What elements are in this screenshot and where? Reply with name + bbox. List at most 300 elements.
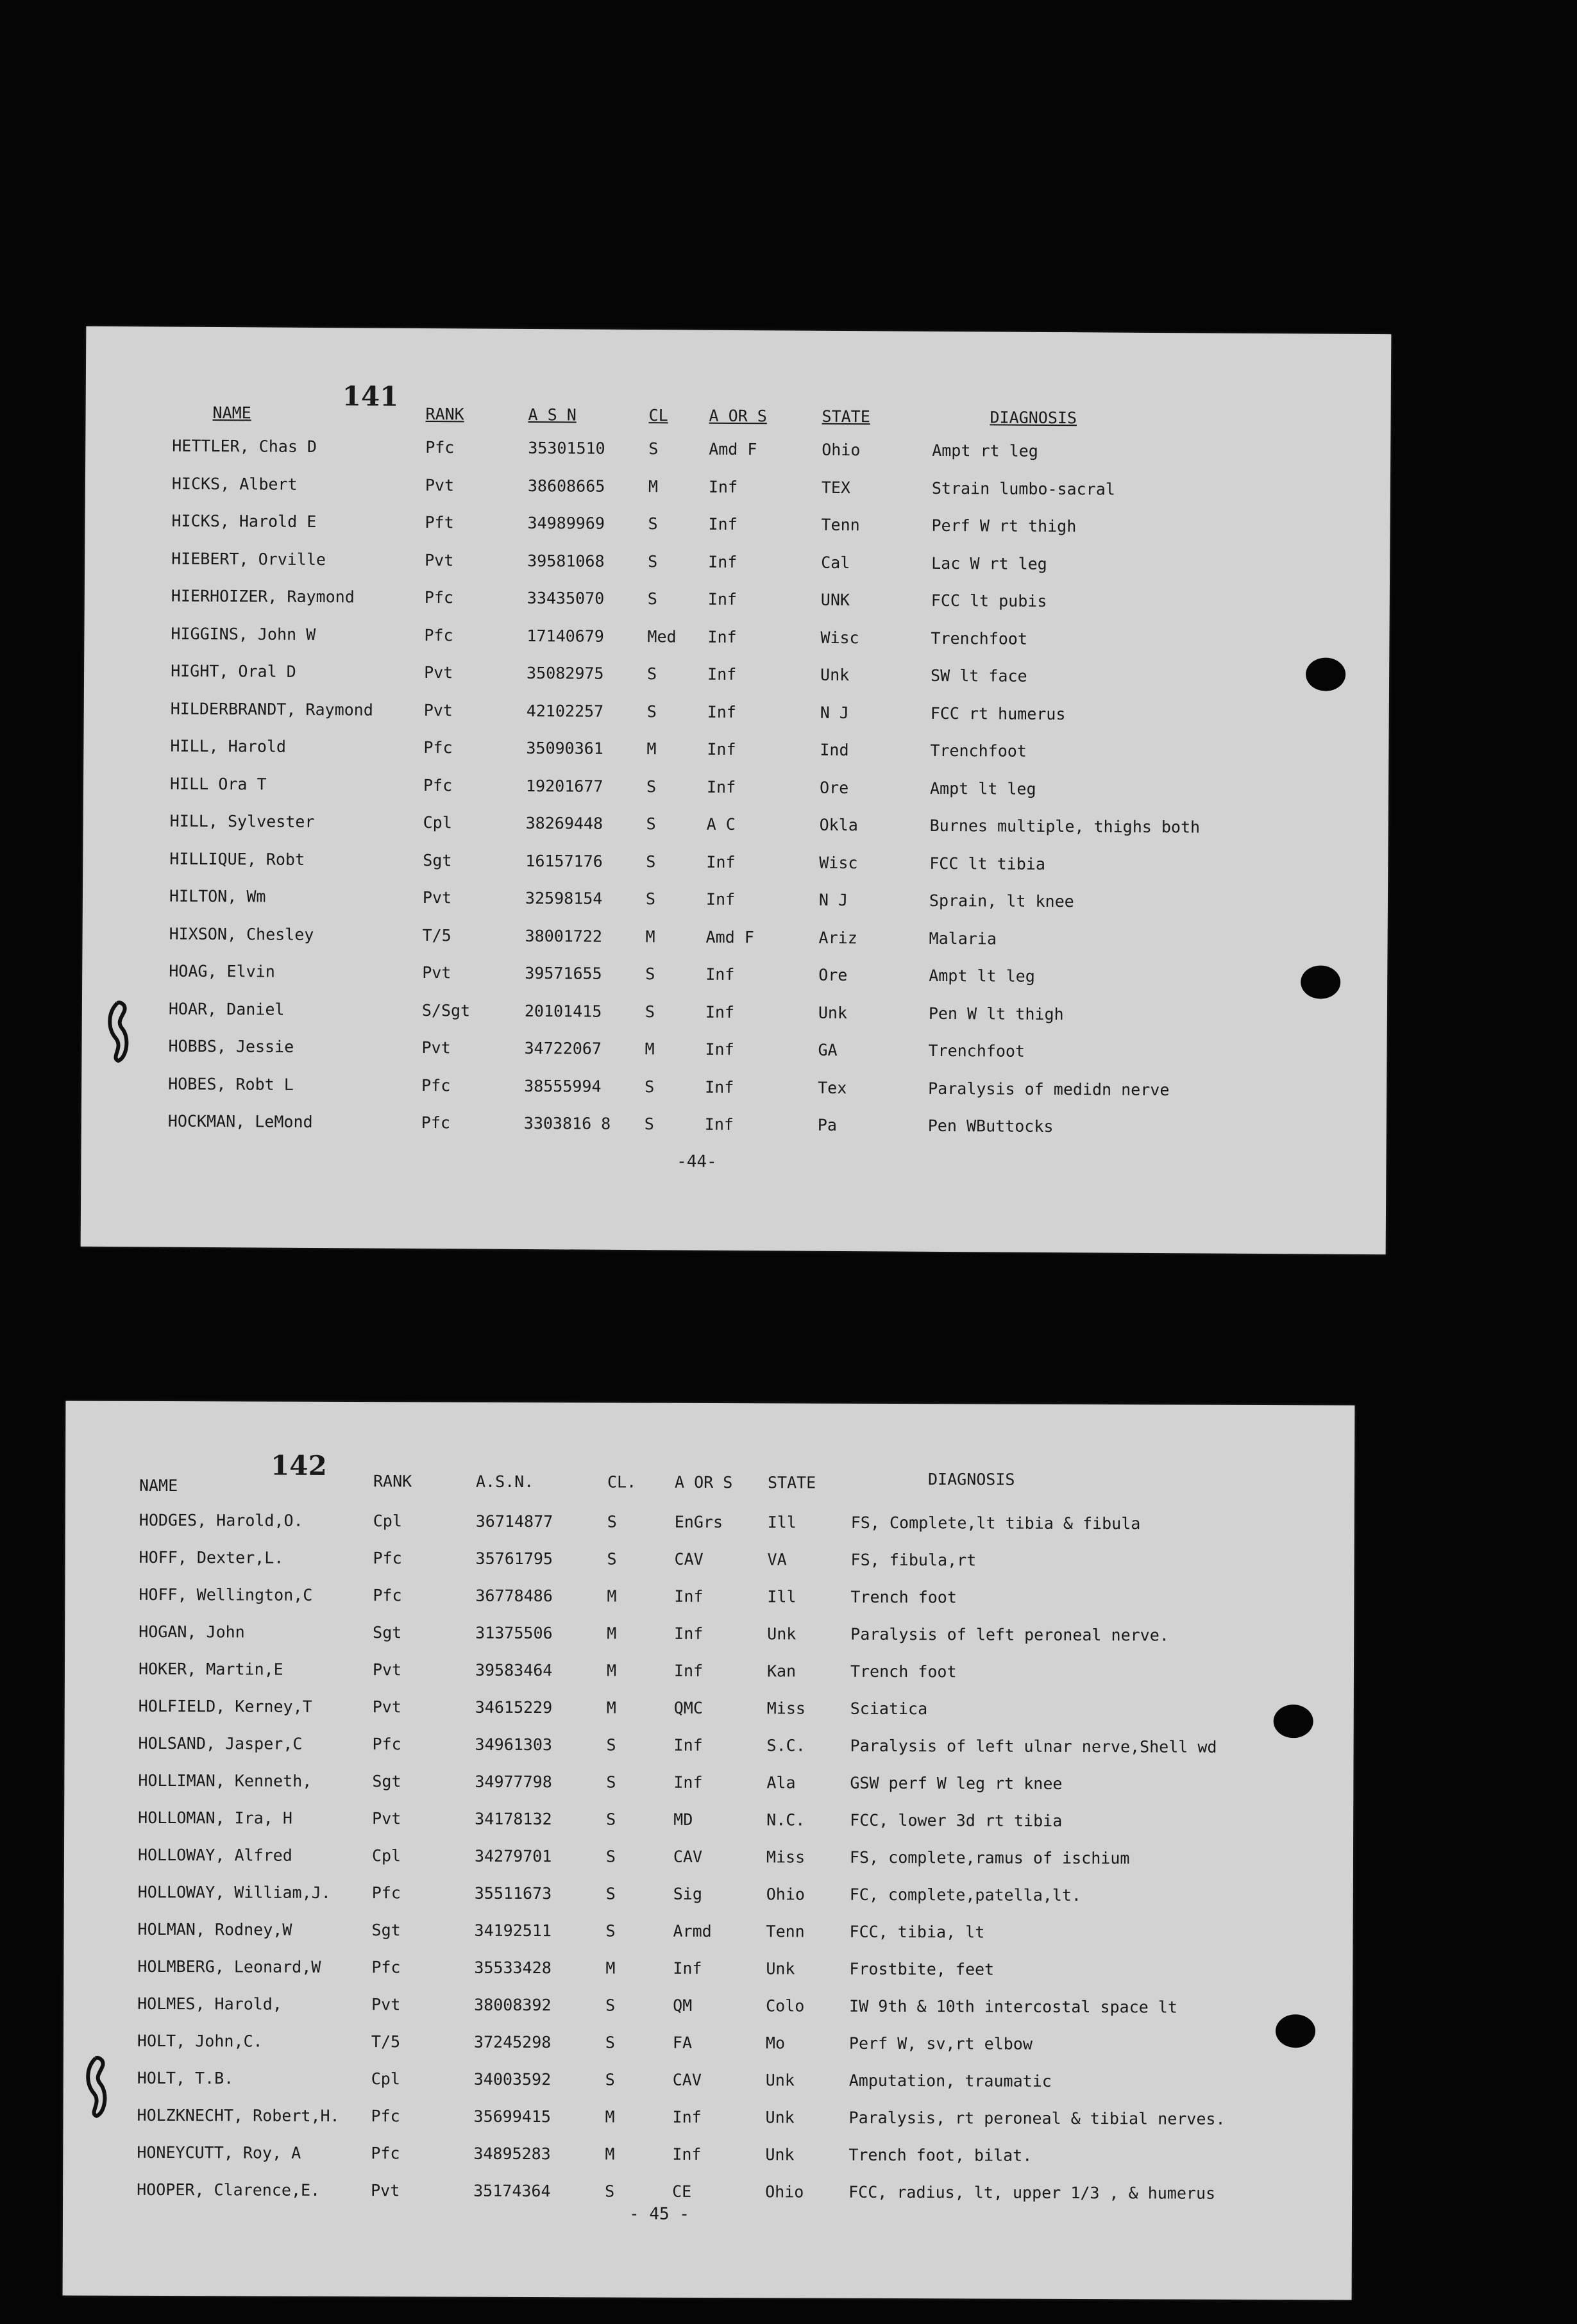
cell-aors: Inf xyxy=(705,1077,734,1097)
cell-cl: M xyxy=(606,1698,616,1717)
cell-asn: 36778486 xyxy=(475,1586,553,1606)
cell-name: HILL Ora T xyxy=(169,774,267,794)
cell-aors: Inf xyxy=(708,552,738,571)
cell-name: HILL, Harold xyxy=(170,736,287,756)
cell-name: HIEBERT, Orville xyxy=(171,549,326,569)
cell-cl: S xyxy=(606,1735,616,1755)
cell-asn: 38608665 xyxy=(527,476,605,496)
cell-asn: 34615229 xyxy=(475,1697,553,1717)
punch-hole xyxy=(1276,2014,1315,2048)
cell-cl: S xyxy=(645,964,655,984)
cell-aors: EnGrs xyxy=(674,1512,723,1532)
cell-asn: 37245298 xyxy=(473,2032,552,2052)
page-number: -44- xyxy=(677,1152,717,1172)
cell-state: Unk xyxy=(767,1624,797,1644)
cell-rank: Sgt xyxy=(371,1921,401,1940)
cell-cl: S xyxy=(647,589,657,609)
cell-asn: 42102257 xyxy=(526,701,604,721)
punch-hole xyxy=(1306,657,1345,691)
header-a-or-s: A OR S xyxy=(709,406,767,426)
cell-diagnosis: Trench foot xyxy=(850,1587,957,1607)
cell-asn: 35174364 xyxy=(473,2181,551,2201)
cell-asn: 35511673 xyxy=(474,1883,552,1903)
page-number: - 45 - xyxy=(628,2204,690,2224)
cell-diagnosis: FCC rt humerus xyxy=(930,703,1066,723)
cell-diagnosis: Sprain, lt knee xyxy=(929,891,1074,911)
cell-diagnosis: Pen W lt thigh xyxy=(928,1004,1064,1023)
cell-aors: CAV xyxy=(673,1847,703,1866)
cell-state: Miss xyxy=(766,1848,805,1867)
cell-cl: M xyxy=(645,927,655,946)
table-row xyxy=(64,1875,1353,1913)
cell-name: HOLMAN, Rodney,W xyxy=(137,1919,292,1939)
table-row xyxy=(85,466,1390,507)
cell-state: Tex xyxy=(818,1078,847,1097)
cell-aors: Armd xyxy=(673,1921,712,1941)
cell-diagnosis: Amputation, traumatic xyxy=(848,2071,1052,2091)
cell-aors: Sig xyxy=(673,1884,702,1903)
cell-rank: Pvt xyxy=(423,700,453,720)
punch-hole xyxy=(1301,965,1340,998)
cell-cl: S xyxy=(648,439,659,459)
table-row xyxy=(84,616,1389,657)
cell-name: HICKS, Harold E xyxy=(171,511,317,531)
cell-state: Cal xyxy=(821,553,850,572)
cell-diagnosis: FC, complete,patella,lt. xyxy=(849,1885,1082,1905)
cell-rank: S/Sgt xyxy=(421,1000,471,1020)
cell-aors: Inf xyxy=(705,964,735,984)
cell-name: HIGGINS, John W xyxy=(171,624,316,644)
cell-cl: S xyxy=(646,852,656,871)
table-header xyxy=(65,1463,1354,1501)
cell-name: HOFF, Wellington,C xyxy=(139,1585,313,1604)
table-row xyxy=(83,804,1388,845)
cell-asn: 38008392 xyxy=(474,1995,552,2015)
cell-aors: Inf xyxy=(672,2144,702,2164)
cell-name: HOLZKNECHT, Robert,H. xyxy=(137,2105,340,2125)
cell-name: HOAG, Elvin xyxy=(169,961,275,981)
cell-diagnosis: FCC, tibia, lt xyxy=(849,1922,985,1942)
cell-diagnosis: FCC lt pubis xyxy=(931,591,1047,610)
cell-cl: S xyxy=(605,2182,615,2201)
cell-name: HOBES, Robt L xyxy=(168,1074,294,1094)
cell-rank: Sgt xyxy=(372,1772,401,1791)
cell-asn: 34895283 xyxy=(473,2144,551,2164)
cell-aors: CE xyxy=(672,2182,692,2201)
cell-aors: QMC xyxy=(673,1698,703,1717)
cell-cl: S xyxy=(646,702,657,721)
cell-diagnosis: GSW perf W leg rt knee xyxy=(850,1773,1063,1793)
header-rank: RANK xyxy=(425,405,464,424)
cell-rank: Pvt xyxy=(425,475,455,494)
cell-name: HOCKMAN, LeMond xyxy=(167,1111,313,1131)
table-row xyxy=(64,1801,1353,1839)
cell-name: HOOPER, Clarence,E. xyxy=(137,2180,321,2200)
cell-diagnosis: Paralysis of medidn nerve xyxy=(928,1079,1170,1099)
cell-asn: 34989969 xyxy=(527,514,605,533)
cell-aors: Inf xyxy=(708,477,738,496)
cell-state: VA xyxy=(767,1550,787,1569)
table-row xyxy=(64,1838,1353,1876)
cell-asn: 35761795 xyxy=(475,1549,553,1569)
cell-state: N J xyxy=(820,703,849,722)
header-asn: A.S.N. xyxy=(475,1472,534,1492)
table-row xyxy=(65,1503,1354,1541)
cell-rank: Pvt xyxy=(422,888,452,907)
cell-name: HOGAN, John xyxy=(139,1622,245,1642)
cell-asn: 39571655 xyxy=(525,963,602,983)
cell-state: Unk xyxy=(765,2145,795,2164)
cell-rank: Pfc xyxy=(371,2107,400,2126)
cell-aors: Inf xyxy=(705,1040,734,1059)
cell-diagnosis: Trenchfoot xyxy=(928,1041,1025,1061)
cell-diagnosis: Lac W rt leg xyxy=(931,553,1047,573)
cell-diagnosis: Malaria xyxy=(929,929,997,948)
cell-diagnosis: FS, complete,ramus of ischium xyxy=(849,1848,1130,1868)
cell-cl: S xyxy=(648,552,658,571)
cell-rank: Pvt xyxy=(371,1995,401,2014)
cell-cl: S xyxy=(606,1810,616,1829)
header-a-or-s: A OR S xyxy=(674,1472,733,1492)
cell-asn: 19201677 xyxy=(525,776,603,796)
cell-rank: Cpl xyxy=(373,1511,402,1531)
cell-state: Ore xyxy=(819,778,849,797)
cell-name: HONEYCUTT, Roy, A xyxy=(137,2143,301,2162)
cell-diagnosis: Paralysis, rt peroneal & tibial nerves. xyxy=(848,2108,1226,2128)
cell-diagnosis: Strain lumbo-sacral xyxy=(931,478,1115,499)
cell-name: HOLT, John,C. xyxy=(137,2031,263,2051)
cell-diagnosis: FS, Complete,lt tibia & fibula xyxy=(850,1513,1141,1533)
table-row xyxy=(63,1949,1353,1987)
header-state: STATE xyxy=(822,407,870,426)
cell-state: Ohio xyxy=(766,1885,805,1904)
cell-aors: Inf xyxy=(705,1002,735,1022)
header-diagnosis: DIAGNOSIS xyxy=(927,1470,1015,1489)
cell-name: HODGES, Harold,O. xyxy=(139,1510,303,1530)
cell-state: Ill xyxy=(767,1513,797,1532)
cell-aors: Inf xyxy=(674,1624,704,1643)
cell-asn: 34003592 xyxy=(473,2069,552,2089)
cell-state: TEX xyxy=(821,478,851,497)
cell-diagnosis: Paralysis of left peroneal nerve. xyxy=(850,1624,1169,1645)
table-row xyxy=(81,1029,1387,1070)
cell-name: HOLLOWAY, William,J. xyxy=(137,1882,331,1902)
cell-aors: Inf xyxy=(707,664,737,684)
cell-cl: S xyxy=(605,1996,616,2015)
cell-state: N J xyxy=(818,890,848,910)
cell-state: UNK xyxy=(820,590,850,610)
cell-cl: M xyxy=(645,1040,655,1059)
cell-aors: Inf xyxy=(706,777,736,796)
cell-rank: Pfc xyxy=(373,1549,402,1568)
cell-cl: S xyxy=(645,889,656,909)
cell-aors: Inf xyxy=(674,1587,704,1606)
cell-asn: 20101415 xyxy=(524,1001,602,1021)
cell-state: Wisc xyxy=(819,853,858,872)
table-row xyxy=(83,879,1388,920)
cell-rank: Pvt xyxy=(422,963,451,982)
cell-cl: M xyxy=(606,1661,617,1680)
cell-diagnosis: FCC lt tibia xyxy=(929,854,1046,873)
cell-diagnosis: Burnes multiple, thighs both xyxy=(929,816,1201,837)
cell-aors: Inf xyxy=(706,852,736,872)
cell-rank: Pfc xyxy=(372,1735,401,1754)
cell-rank: Pvt xyxy=(372,1697,401,1717)
cell-aors: Amd F xyxy=(709,439,757,459)
table-row xyxy=(63,2098,1352,2136)
cell-name: HILTON, Wm xyxy=(169,886,266,906)
cell-cl: S xyxy=(645,1002,655,1021)
cell-rank: Pvt xyxy=(372,1660,402,1680)
cell-name: HILDERBRANDT, Raymond xyxy=(170,699,373,720)
cell-diagnosis: IW 9th & 10th intercostal space lt xyxy=(849,1996,1177,2017)
cell-asn: 39581068 xyxy=(527,551,605,571)
cell-cl: S xyxy=(645,1077,655,1096)
cell-name: HILLIQUE, Robt xyxy=(169,849,305,869)
cell-cl: S xyxy=(648,514,658,534)
header-cl: CL. xyxy=(607,1472,637,1492)
table-row xyxy=(81,1104,1387,1145)
cell-name: HILL, Sylvester xyxy=(169,811,315,831)
cell-name: HOBBS, Jessie xyxy=(168,1036,294,1056)
table-row xyxy=(81,1066,1387,1107)
cell-rank: Pfc xyxy=(424,588,454,607)
cell-cl: S xyxy=(646,777,657,796)
cell-rank: Pfc xyxy=(425,438,455,457)
ink-scribble-mark xyxy=(83,2055,112,2119)
cell-cl: S xyxy=(605,1884,616,1903)
cell-name: HOLLIMAN, Kenneth, xyxy=(138,1771,312,1790)
card-number: 142 xyxy=(271,1449,327,1481)
cell-rank: Pvt xyxy=(371,2181,400,2200)
cell-diagnosis: Paralysis of left ulnar nerve,Shell wd xyxy=(850,1736,1217,1756)
cell-asn: 35301510 xyxy=(528,439,605,458)
cell-rank: Pfc xyxy=(371,2144,400,2163)
table-row xyxy=(65,1615,1354,1653)
cell-state: Ohio xyxy=(822,440,861,460)
cell-name: HOAR, Daniel xyxy=(168,999,285,1019)
header-name: NAME xyxy=(139,1476,178,1495)
cell-aors: Inf xyxy=(704,1115,734,1134)
cell-aors: QM xyxy=(673,1996,693,2015)
cell-rank: Pfc xyxy=(423,775,453,795)
cell-rank: Pfc xyxy=(373,1586,402,1605)
ink-scribble-mark xyxy=(104,1000,134,1064)
cell-aors: Inf xyxy=(708,514,738,534)
cell-name: HOLMBERG, Leonard,W xyxy=(137,1957,321,1976)
table-row xyxy=(64,1764,1353,1801)
cell-asn: 33435070 xyxy=(527,589,605,608)
cell-asn: 34279701 xyxy=(474,1846,552,1866)
table-row xyxy=(85,429,1390,470)
cell-state: GA xyxy=(818,1040,838,1059)
cell-cl: S xyxy=(605,2033,616,2052)
cell-aors: Inf xyxy=(673,1661,704,1680)
cell-aors: Amd F xyxy=(705,927,754,947)
cell-diagnosis: Ampt lt leg xyxy=(929,966,1035,986)
cell-name: HETTLER, Chas D xyxy=(172,436,317,456)
cell-name: HIGHT, Oral D xyxy=(171,661,296,681)
cell-diagnosis: Perf W, sv,rt elbow xyxy=(848,2034,1033,2053)
cell-asn: 34961303 xyxy=(475,1735,553,1755)
cell-asn: 34977798 xyxy=(475,1772,552,1792)
table-row xyxy=(84,691,1389,732)
cell-diagnosis: FCC, lower 3d rt tibia xyxy=(850,1810,1063,1830)
cell-diagnosis: FS, fibula,rt xyxy=(850,1550,977,1570)
cell-asn: 35699415 xyxy=(473,2107,552,2126)
cell-asn: 3303816 8 xyxy=(523,1113,611,1133)
cell-state: Okla xyxy=(819,815,858,835)
punch-hole xyxy=(1274,1705,1313,1738)
cell-state: Unk xyxy=(765,2071,795,2090)
cell-rank: Pfc xyxy=(424,625,453,644)
table-row xyxy=(63,1987,1353,2025)
cell-cl: M xyxy=(648,476,659,496)
cell-state: Ariz xyxy=(818,928,857,947)
cell-aors: MD xyxy=(673,1810,693,1829)
cell-diagnosis: Sciatica xyxy=(850,1699,928,1719)
table-row xyxy=(63,2061,1353,2099)
cell-rank: Cpl xyxy=(423,813,452,832)
cell-rank: Cpl xyxy=(371,1846,401,1865)
table-row xyxy=(65,1652,1354,1690)
table-row xyxy=(65,1578,1354,1615)
cell-state: Ill xyxy=(767,1587,797,1606)
cell-diagnosis: Trench foot, bilat. xyxy=(848,2145,1033,2165)
table-row xyxy=(64,1726,1353,1764)
cell-rank: Pft xyxy=(425,513,454,532)
table-row xyxy=(63,1912,1353,1950)
cell-aors: CAV xyxy=(674,1549,704,1569)
table-row xyxy=(85,541,1390,582)
cell-asn: 34178132 xyxy=(475,1809,552,1829)
cell-asn: 38001722 xyxy=(525,926,603,946)
cell-cl: S xyxy=(607,1549,617,1569)
cell-rank: Sgt xyxy=(423,850,452,870)
cell-cl: S xyxy=(607,1512,617,1531)
cell-cl: M xyxy=(607,1587,617,1606)
cell-name: HOLLOWAY, Alfred xyxy=(137,1845,292,1865)
cell-state: S.C. xyxy=(766,1736,805,1755)
cell-asn: 35082975 xyxy=(527,664,604,683)
cell-diagnosis: Frostbite, feet xyxy=(849,1959,995,1979)
header-state: STATE xyxy=(767,1473,816,1492)
cell-diagnosis: Pen WButtocks xyxy=(927,1116,1054,1136)
cell-rank: Pvt xyxy=(421,1038,451,1057)
cell-state: Tenn xyxy=(766,1922,805,1941)
cell-rank: Pfc xyxy=(421,1113,451,1133)
cell-cl: S xyxy=(646,814,656,834)
cell-diagnosis: Trenchfoot xyxy=(931,628,1028,648)
cell-cl: M xyxy=(607,1624,617,1643)
cell-cl: S xyxy=(605,1921,616,1941)
table-row xyxy=(82,954,1387,995)
header-rank: RANK xyxy=(373,1472,412,1491)
cell-cl: M xyxy=(646,739,657,759)
cell-diagnosis: Ampt lt leg xyxy=(929,779,1036,798)
cell-asn: 36714877 xyxy=(475,1511,553,1531)
header-cl: CL xyxy=(648,406,668,425)
cell-asn: 35090361 xyxy=(526,739,603,758)
cell-name: HOLT, T.B. xyxy=(137,2068,234,2088)
cell-aors: A C xyxy=(706,814,736,834)
cell-cl: S xyxy=(644,1115,654,1134)
header-name: NAME xyxy=(212,403,251,423)
table-row xyxy=(82,916,1387,957)
cell-aors: Inf xyxy=(673,1735,703,1755)
table-row xyxy=(83,766,1388,807)
cell-asn: 34192511 xyxy=(474,1921,552,1941)
cell-cl: M xyxy=(605,2144,615,2164)
table-row xyxy=(85,504,1390,545)
cell-state: Unk xyxy=(766,1959,795,1978)
cell-state: Mo xyxy=(765,2034,786,2053)
cell-aors: Inf xyxy=(673,1958,702,1978)
table-row xyxy=(84,654,1389,695)
cell-state: Colo xyxy=(766,1996,805,2016)
cell-asn: 38555994 xyxy=(524,1076,602,1096)
table-row xyxy=(63,2135,1352,2173)
cell-name: HOLSAND, Jasper,C xyxy=(138,1733,303,1753)
cell-state: N.C. xyxy=(766,1810,805,1830)
cell-name: HOLFIELD, Kerney,T xyxy=(138,1696,312,1716)
cell-aors: Inf xyxy=(705,889,736,909)
record-card-141 xyxy=(81,326,1392,1254)
header-diagnosis: DIAGNOSIS xyxy=(990,408,1077,428)
cell-state: Wisc xyxy=(820,628,859,647)
cell-cl: S xyxy=(605,2070,615,2089)
cell-diagnosis: Ampt rt leg xyxy=(932,441,1038,460)
cell-state: Ind xyxy=(820,740,849,760)
cell-aors: FA xyxy=(672,2033,693,2052)
table-row xyxy=(63,2024,1353,2062)
table-row xyxy=(85,579,1390,620)
cell-aors: Inf xyxy=(707,702,736,721)
cell-cl: S xyxy=(605,1847,616,1866)
cell-asn: 16157176 xyxy=(525,851,603,871)
cell-state: Unk xyxy=(820,665,850,685)
cell-diagnosis: Trenchfoot xyxy=(930,741,1027,761)
cell-rank: Pvt xyxy=(372,1809,401,1828)
cell-rank: Sgt xyxy=(373,1623,402,1642)
cell-asn: 38269448 xyxy=(525,813,603,833)
cell-name: HICKS, Albert xyxy=(171,474,298,494)
header-asn: A S N xyxy=(528,405,577,425)
cell-rank: Pvt xyxy=(425,550,454,569)
cell-aors: Inf xyxy=(673,1772,703,1792)
table-row xyxy=(83,729,1388,770)
cell-state: Pa xyxy=(817,1115,838,1134)
cell-rank: Pfc xyxy=(423,738,453,757)
cell-name: HOKER, Martin,E xyxy=(138,1659,283,1679)
cell-name: HOLLOMAN, Ira, H xyxy=(138,1808,293,1828)
cell-rank: Cpl xyxy=(371,2069,400,2089)
cell-cl: Med xyxy=(647,627,677,646)
cell-rank: T/5 xyxy=(371,2032,401,2051)
cell-asn: 35533428 xyxy=(474,1958,552,1978)
cell-rank: Pfc xyxy=(371,1958,401,1977)
cell-cl: M xyxy=(605,1958,616,1978)
cell-rank: Pfc xyxy=(421,1075,451,1095)
cell-name: HOLMES, Harold, xyxy=(137,1994,282,2014)
cell-asn: 32598154 xyxy=(525,888,603,908)
cell-cl: S xyxy=(606,1772,616,1792)
cell-asn: 34722067 xyxy=(524,1038,602,1058)
cell-name: HOFF, Dexter,L. xyxy=(139,1547,284,1567)
cell-rank: T/5 xyxy=(422,925,451,945)
cell-rank: Pfc xyxy=(371,1883,401,1903)
cell-diagnosis: Trench foot xyxy=(850,1662,957,1681)
